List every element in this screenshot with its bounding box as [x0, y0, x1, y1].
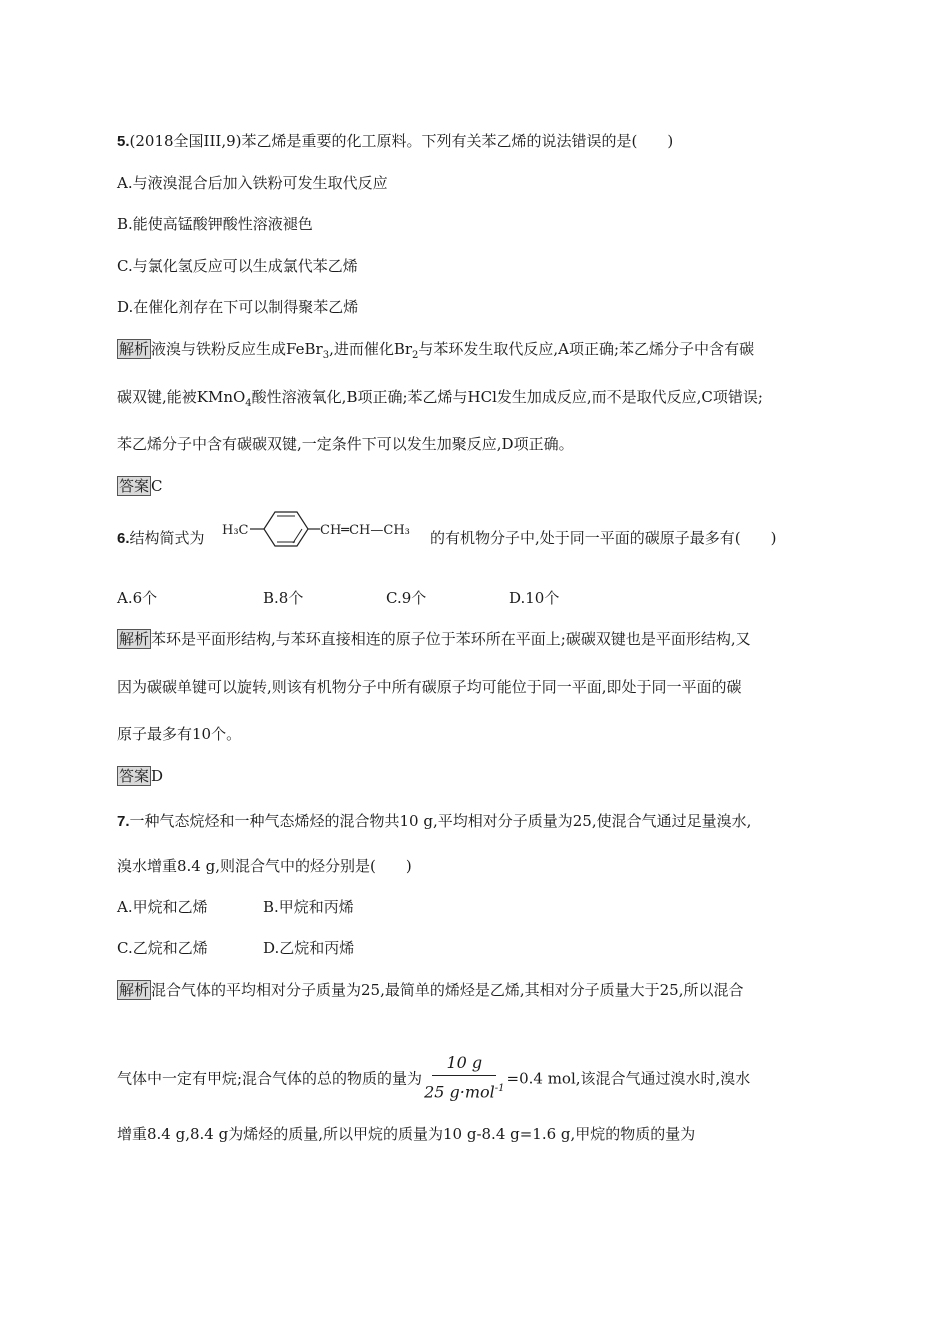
structural-formula [220, 510, 430, 554]
q6-analysis-line-1 [117, 629, 751, 649]
q5-option-b: B.能使高锰酸钾酸性溶液褪色 [117, 215, 313, 233]
q7-analysis-line-1 [117, 980, 744, 1000]
q7-number: 7. [117, 813, 130, 830]
q5-stem [117, 131, 673, 152]
q6-option-b: B.8个 [263, 589, 304, 607]
q6-option-a: A.6个 [117, 589, 158, 607]
q7-option-b: B.甲烷和丙烯 [263, 898, 354, 916]
formula-methyl-left: H₃C [222, 523, 249, 538]
q5-analysis-text: ,进而催化Br [329, 340, 413, 358]
q7-option-c: C.乙烷和乙烯 [117, 939, 208, 957]
q7-analysis-text: 混合气体的平均相对分子质量为25,最简单的烯烃是乙烯,其相对分子质量大于25,所以混合 [151, 981, 744, 999]
q5-option-c: C.与氯化氢反应可以生成氯代苯乙烯 [117, 257, 358, 275]
formula-side-chain: CH═CH—CH₃ [320, 523, 410, 538]
q6-analysis-line-3: 原子最多有10个。 [117, 725, 242, 743]
q6-stem-text: 结构简式为 [129, 529, 205, 547]
benzene-ring [264, 512, 308, 546]
answer-tag: 答案 [119, 477, 150, 495]
fraction-denominator-text: 25 g·mol [424, 1082, 495, 1102]
analysis-tag: 解析 [119, 340, 150, 358]
q6-option-c: C.9个 [386, 589, 427, 607]
fraction-numerator: 10 g [432, 1053, 496, 1076]
q5-answer [117, 476, 163, 496]
q6-option-d: D.10个 [509, 589, 560, 607]
q5-analysis-line-1 [117, 339, 754, 366]
q7-analysis-line-3: 增重8.4 g,8.4 g为烯烃的质量,所以甲烷的质量为10 g-8.4 g=1.6 g,甲烷的物质的量为 [117, 1125, 696, 1143]
q6-stem [117, 528, 205, 549]
subscript: 4 [245, 398, 252, 409]
q5-analysis-line-3: 苯乙烯分子中含有碳碳双键,一定条件下可以发生加聚反应,D项正确。 [117, 435, 574, 453]
q5-option-a: A.与液溴混合后加入铁粉可发生取代反应 [117, 174, 388, 192]
q7-analysis-text: =0.4 mol,该混合气通过溴水时,溴水 [506, 1069, 751, 1088]
q5-option-d: D.在催化剂存在下可以制得聚苯乙烯 [117, 298, 359, 316]
q7-option-a: A.甲烷和乙烯 [117, 898, 208, 916]
q5-number: 5. [117, 133, 130, 150]
subscript: 3 [322, 350, 330, 361]
subscript: 2 [412, 350, 419, 361]
fraction [424, 1053, 504, 1102]
q7-analysis-text: 气体中一定有甲烷;混合气体的总的物质的量为 [117, 1069, 423, 1088]
q7-option-d: D.乙烷和丙烯 [263, 939, 355, 957]
answer-tag: 答案 [119, 767, 150, 785]
fraction-denominator [424, 1076, 504, 1102]
q6-analysis-text: 苯环是平面形结构,与苯环直接相连的原子位于苯环所在平面上;碳碳双键也是平面形结构,又 [151, 630, 751, 648]
q5-analysis-text: 液溴与铁粉反应生成FeBr [151, 340, 323, 358]
q5-analysis-line-2 [117, 387, 763, 414]
q6-stem-after: 的有机物分子中,处于同一平面的碳原子最多有( ) [430, 529, 777, 547]
q6-analysis-line-2: 因为碳碳单键可以旋转,则该有机物分子中所有碳原子均可能位于同一平面,即处于同一平面的碳 [117, 678, 742, 696]
q5-analysis-text: 与苯环发生取代反应,A项正确;苯乙烯分子中含有碳 [418, 340, 755, 358]
analysis-tag: 解析 [119, 981, 150, 999]
q5-stem-text: (2018全国III,9)苯乙烯是重要的化工原料。下列有关苯乙烯的说法错误的是( ) [129, 132, 674, 150]
q6-number: 6. [117, 530, 130, 547]
analysis-tag: 解析 [119, 630, 150, 648]
q6-answer [117, 766, 163, 786]
q5-analysis-text: 碳双键,能被KMnO [117, 388, 246, 406]
q5-answer-value: C [151, 477, 163, 495]
q7-analysis-line-2 [117, 1055, 750, 1104]
q5-analysis-text: 酸性溶液氧化,B项正确;苯乙烯与HCl发生加成反应,而不是取代反应,C项错误; [251, 388, 763, 406]
superscript: -1 [494, 1083, 505, 1094]
q7-stem-line-1 [117, 811, 751, 832]
q6-answer-value: D [151, 767, 164, 785]
q7-stem-text: 一种气态烷烃和一种气态烯烃的混合物共10 g,平均相对分子质量为25,使混合气通过足量溴水, [129, 812, 752, 830]
q7-stem-line-2: 溴水增重8.4 g,则混合气中的烃分别是( ) [117, 857, 412, 875]
